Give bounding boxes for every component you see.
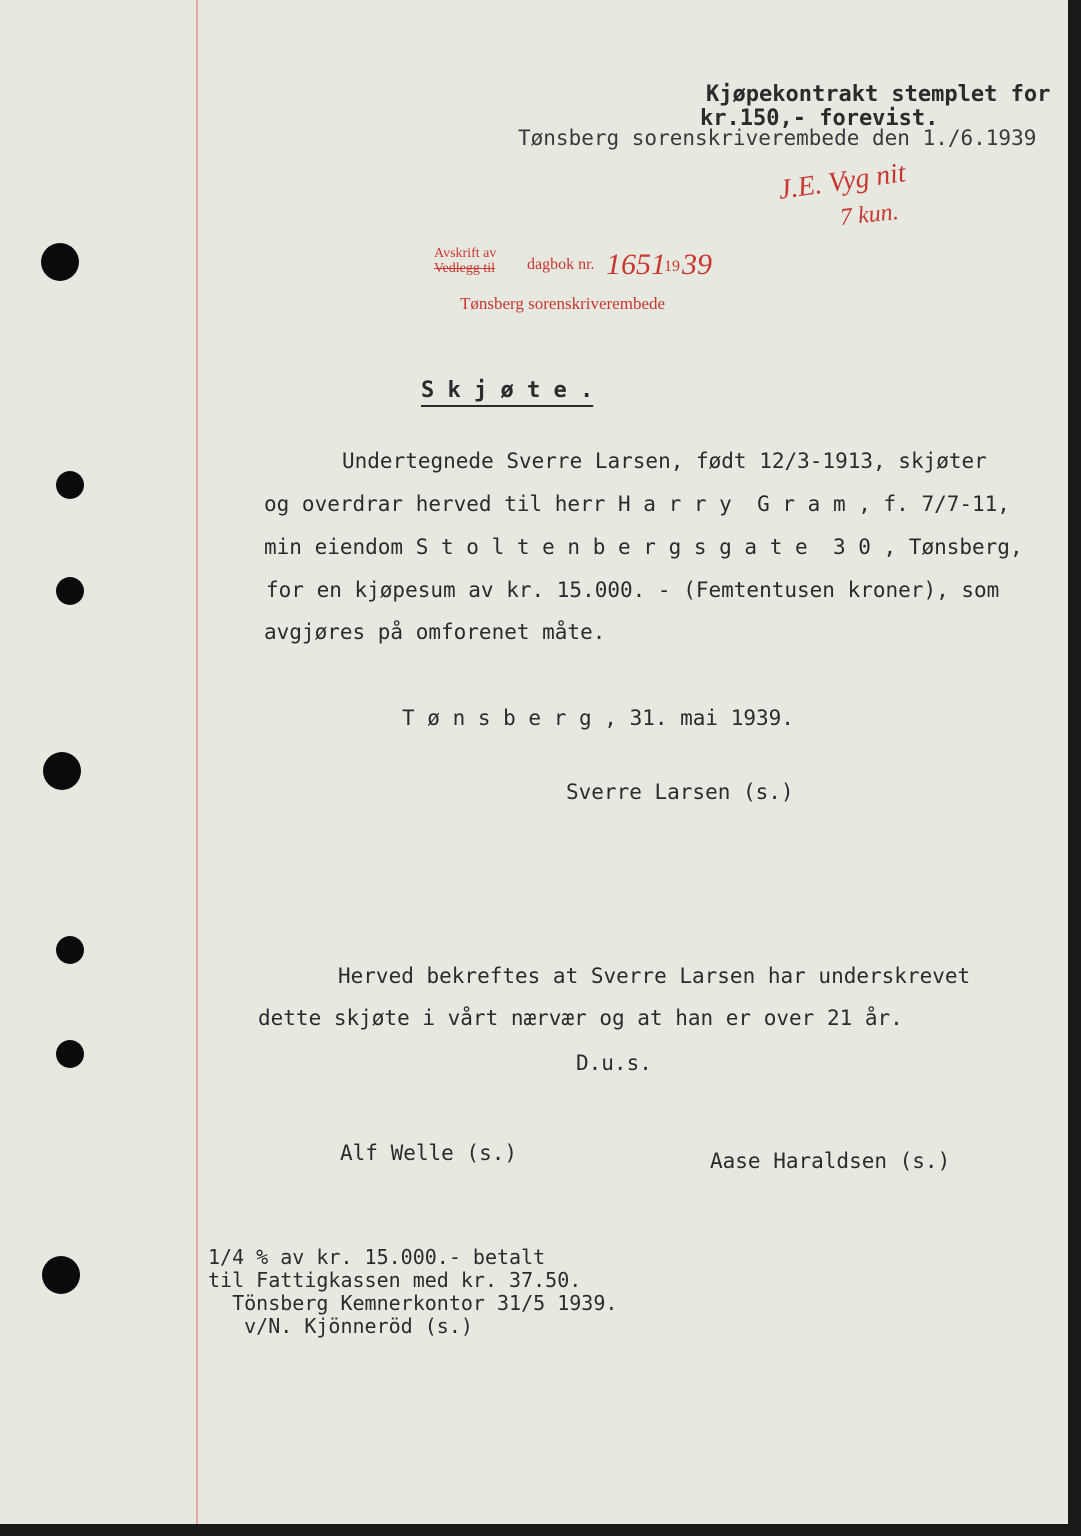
- body-line: min eiendom S t o l t e n b e r g s g a t e 3 0 , Tønsberg,: [264, 535, 1023, 559]
- fee-note-line: Tönsberg Kemnerkontor 31/5 1939.: [208, 1291, 618, 1315]
- registry-office: Tønsberg sorenskriverembede: [460, 294, 666, 313]
- registry-year-prefix: 19: [664, 258, 680, 275]
- stamp-line-2: kr.150,- forevist.: [700, 106, 939, 131]
- punch-hole: [56, 1040, 84, 1068]
- punch-hole: [56, 577, 84, 605]
- document-title: S k j ø t e .: [421, 378, 594, 403]
- stamp-line-1: Kjøpekontrakt stemplet for: [706, 82, 1051, 107]
- witness-signature: Aase Haraldsen (s.): [710, 1149, 951, 1173]
- punch-hole: [56, 936, 84, 964]
- place-date: T ø n s b e r g , 31. mai 1939.: [402, 706, 794, 730]
- fee-note-line: til Fattigkassen med kr. 37.50.: [208, 1268, 582, 1292]
- scan-edge: [0, 1524, 1081, 1536]
- witness-signature: Alf Welle (s.): [340, 1141, 518, 1165]
- registry-stamp-label: Avskrift av: [434, 246, 497, 261]
- scan-edge: [1068, 0, 1081, 1536]
- registry-stamp-dagbok: dagbok nr.: [527, 256, 595, 273]
- stamp-line-3: Tønsberg sorenskriverembede den 1./6.1939: [518, 126, 1037, 150]
- body-line: og overdrar herved til herr H a r r y G r a m , f. 7/7-11,: [264, 492, 1010, 516]
- punch-hole: [56, 471, 84, 499]
- punch-hole: [43, 752, 81, 790]
- confirmation-line: dette skjøte i vårt nærvær og at han er over 21 år.: [258, 1006, 903, 1030]
- fee-note-line: v/N. Kjönneröd (s.): [208, 1314, 473, 1338]
- registry-number: 1651: [606, 248, 666, 281]
- dus: D.u.s.: [576, 1051, 652, 1075]
- margin-rule: [196, 0, 198, 1536]
- handwritten-note: J.E. Vyg nit: [776, 157, 908, 206]
- registry-year: 39: [682, 248, 712, 281]
- fee-note-line: 1/4 % av kr. 15.000.- betalt: [208, 1245, 546, 1269]
- punch-hole: [41, 243, 79, 281]
- body-line: for en kjøpesum av kr. 15.000. - (Femtentusen kroner), som: [266, 578, 1000, 602]
- handwritten-note: 7 kun.: [838, 199, 900, 231]
- body-line: Undertegnede Sverre Larsen, født 12/3-1913, skjøter: [342, 449, 987, 473]
- registry-stamp-struck: Vedlegg til: [434, 261, 496, 276]
- punch-hole: [42, 1256, 80, 1294]
- confirmation-line: Herved bekreftes at Sverre Larsen har underskrevet: [338, 964, 971, 988]
- body-line: avgjøres på omforenet måte.: [264, 620, 606, 644]
- seller-signature: Sverre Larsen (s.): [566, 780, 794, 804]
